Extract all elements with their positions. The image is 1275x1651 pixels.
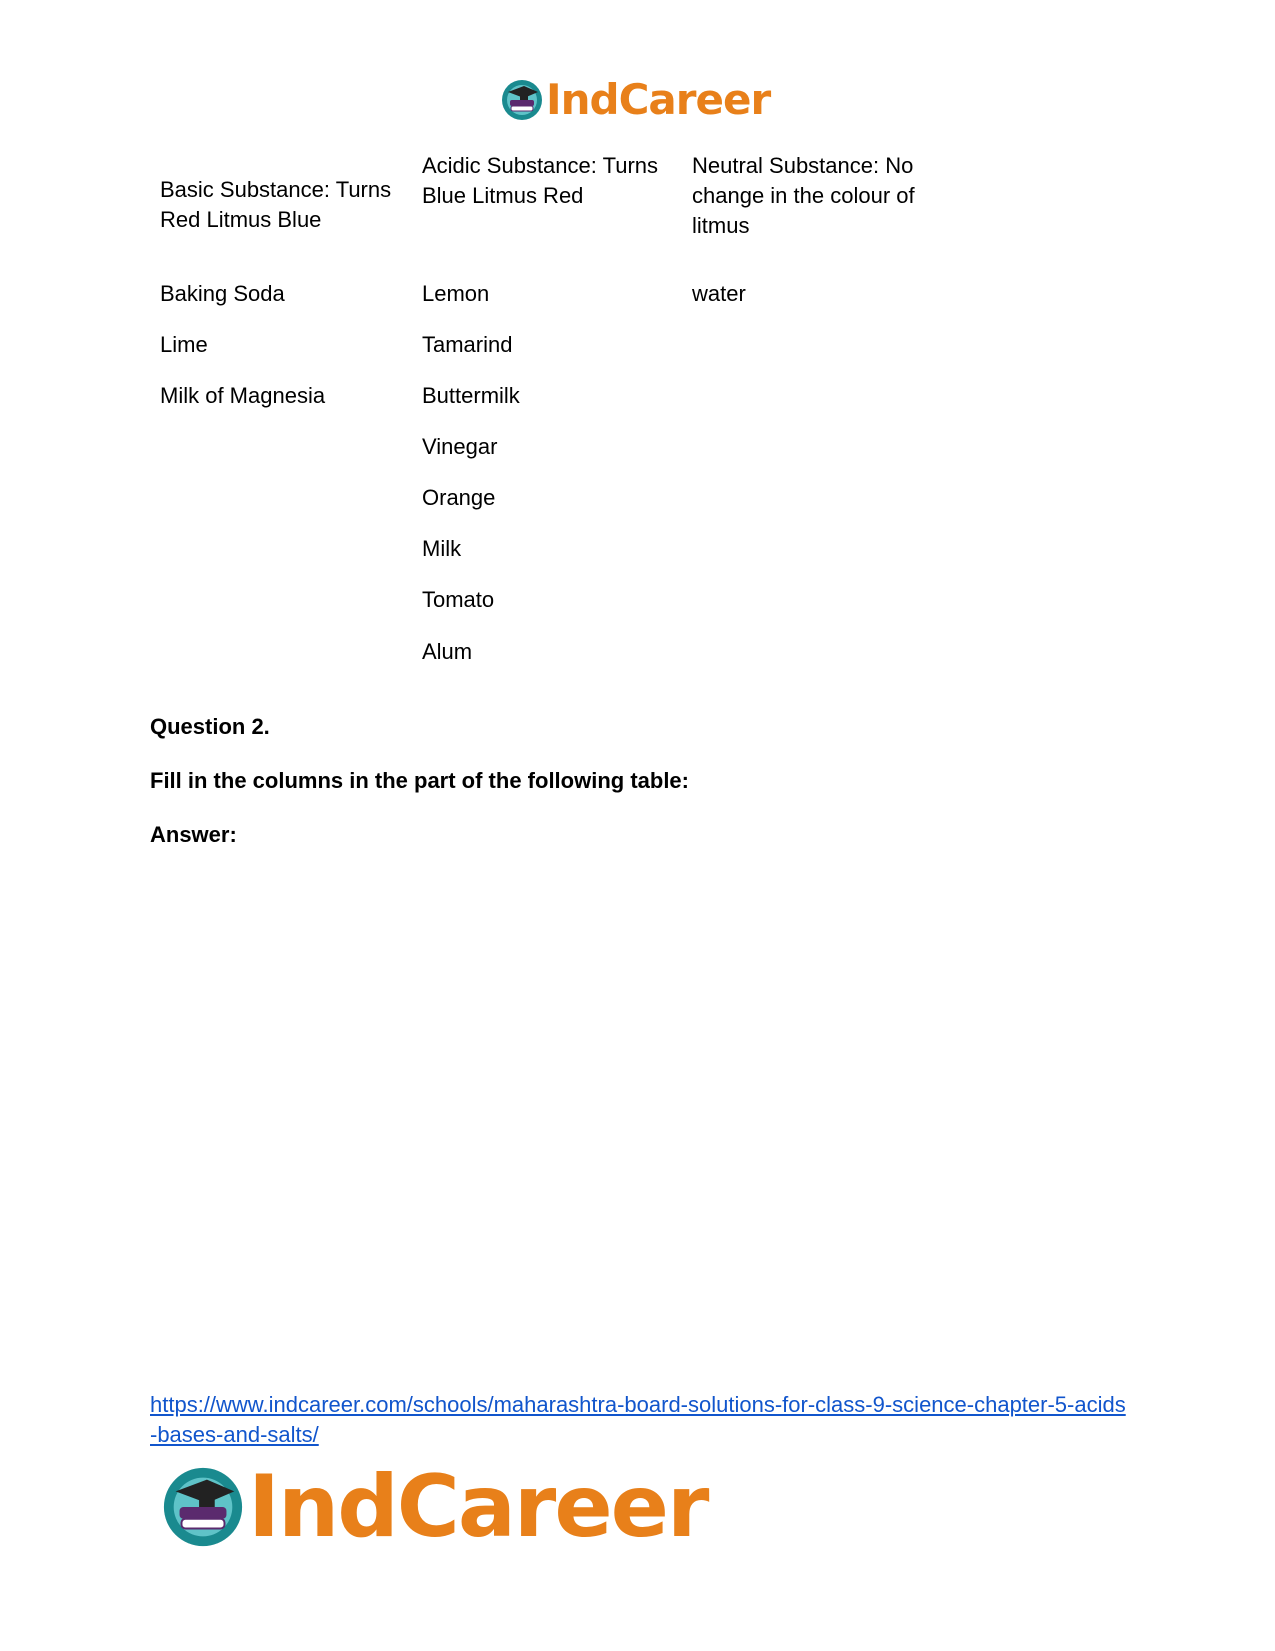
table-cell-acidic: Buttermilk <box>422 383 520 408</box>
indcareer-logo-icon <box>160 1464 246 1550</box>
table-cell-neutral: water <box>692 281 746 306</box>
table-cell-basic: Milk of Magnesia <box>160 383 326 408</box>
header-logo-text: IndCareer <box>546 75 771 124</box>
answer-label: Answer: <box>150 822 237 847</box>
question-prompt: Fill in the columns in the part of the following table: <box>150 768 689 793</box>
table-cell-acidic: Alum <box>422 639 473 664</box>
footer-logo-text: IndCareer <box>248 1457 708 1557</box>
table-cell-basic: Lime <box>160 332 208 357</box>
header-logo <box>500 75 771 124</box>
table-cell-acidic: Orange <box>422 485 496 510</box>
indcareer-logo-icon <box>500 78 544 122</box>
table-cell-acidic: Vinegar <box>422 434 498 459</box>
table-cell-acidic: Lemon <box>422 281 490 306</box>
source-url-link[interactable]: https://www.indcareer.com/schools/maharashtra-board-solutions-for-class-9-science-chapter-5-acids-bases-and-salts/ <box>150 1392 1126 1447</box>
question-title: Question 2. <box>150 714 270 739</box>
footer-logo <box>160 1457 708 1557</box>
table-header-acidic: Acidic Substance: Turns Blue Litmus Red <box>422 153 659 208</box>
table-header-basic: Basic Substance: Turns Red Litmus Blue <box>160 177 392 232</box>
table-cell-acidic: Tomato <box>422 587 495 612</box>
table-cell-basic: Baking Soda <box>160 281 285 306</box>
table-cell-acidic: Milk <box>422 536 462 561</box>
table-cell-acidic: Tamarind <box>422 332 513 357</box>
table-header-neutral: Neutral Substance: No change in the colour of litmus <box>692 153 915 238</box>
